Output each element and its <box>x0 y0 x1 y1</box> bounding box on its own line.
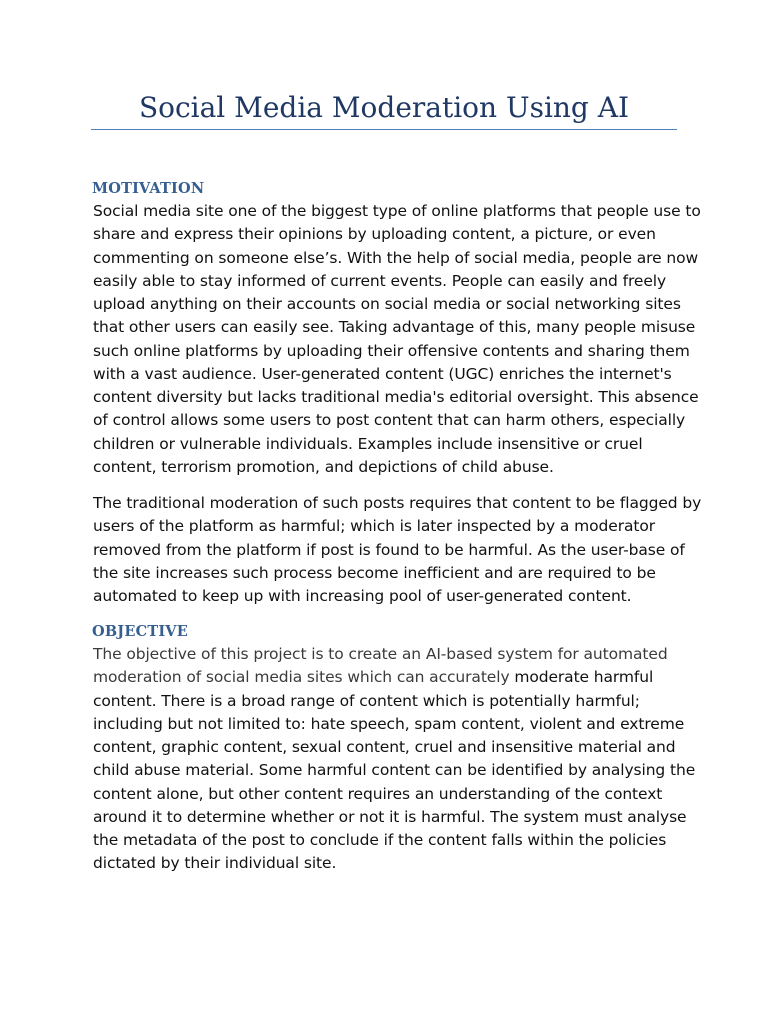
objective-heading: OBJECTIVE <box>92 623 189 640</box>
title-underline <box>91 129 677 130</box>
objective-paragraph-lead: The objective of this project is to create an AI-based system for automated moderation of social media sites which can accurately <box>93 645 668 687</box>
objective-paragraph-rest: moderate harmful content. There is a broad range of content which is potentially harmful; including but not limited to: hate speech, spam content, violent and extreme content, graphic content, sexual content, cruel and insensitive material and child abuse material. Some harmful content can be identified by analysing the content alone, but other content requires an understanding of the context around it to determine whether or not it is harmful. The system must analyse the metadata of the post to conclude if the content falls within the policies dictated by their individual site. <box>93 668 696 873</box>
motivation-paragraph-1: Social media site one of the biggest type of online platforms that people use to share and express their opinions by uploading content, a picture, or even commenting on someone else’s. With the help of social media, people are now easily able to stay informed of current events. People can easily and freely upload anything on their accounts on social media or social networking sites that other users can easily see. Taking advantage of this, many people misuse such online platforms by uploading their offensive contents and sharing them with a vast audience. User-generated content (UGC) enriches the internet's content diversity but lacks traditional media's editorial oversight. This absence of control allows some users to post content that can harm others, especially children or vulnerable individuals. Examples include insensitive or cruel content, terrorism promotion, and depictions of child abuse. <box>93 202 701 476</box>
objective-paragraph <box>93 643 695 876</box>
motivation-paragraph-2: The traditional moderation of such posts requires that content to be flagged by users of the platform as harmful; which is later inspected by a moderator removed from the platform if post is found to be harmful. As the user-base of the site increases such process become inefficient and are required to be automated to keep up with increasing pool of user-generated content. <box>93 494 702 605</box>
document-title: Social Media Moderation Using AI <box>138 91 630 124</box>
motivation-heading: MOTIVATION <box>92 180 205 197</box>
